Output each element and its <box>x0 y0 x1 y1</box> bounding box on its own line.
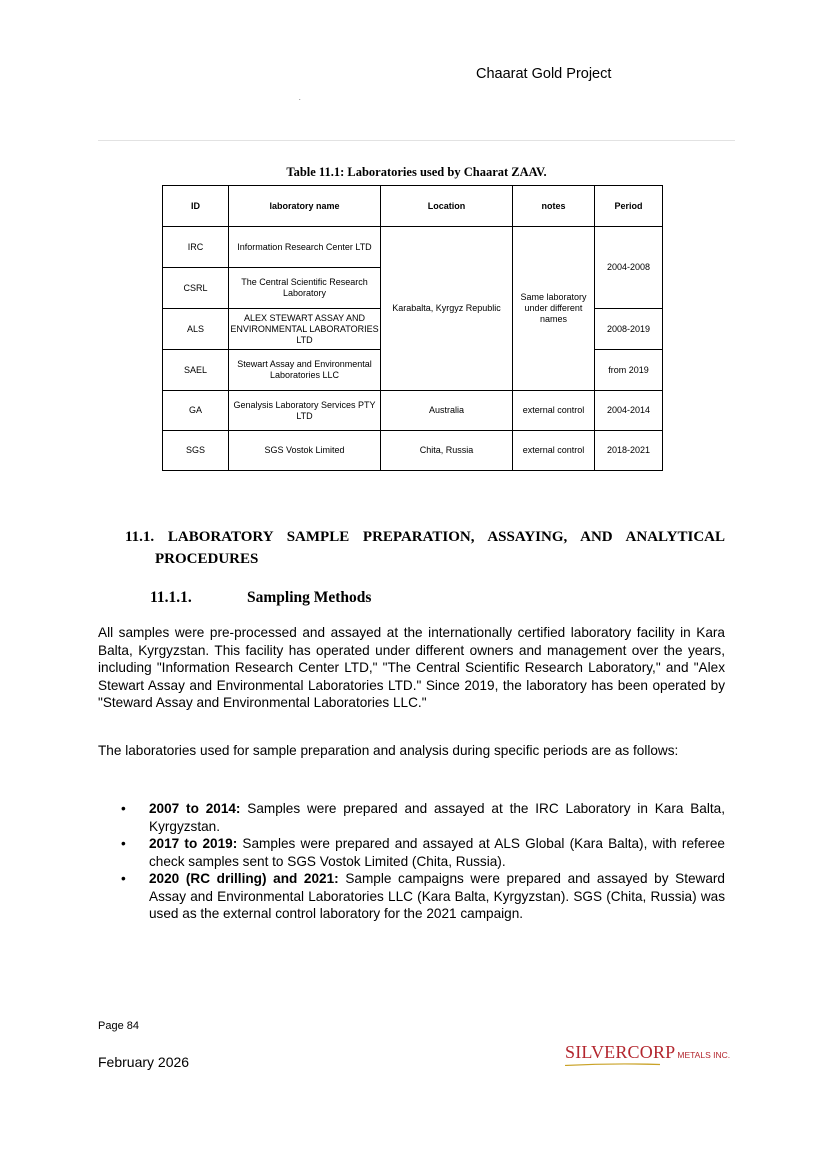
table-row <box>163 391 663 431</box>
paragraph-sampling-facility: All samples were pre-processed and assayed at the internationally certified laboratory facility in Kara Balta, Kyrgyzstan. This facility has operated under different owners and management over the years, including "Information Research Center LTD," "The Central Scientific Research Laboratory," and "Alex Stewart Assay and Environmental Laboratories LTD." Since 2019, the laboratory has been operated by "Steward Assay and Environmental Laboratories LLC." <box>98 625 725 710</box>
laboratory-periods-list <box>98 800 725 923</box>
list-item-text: Sample campaigns were prepared and assayed by Steward Assay and Environmental Laboratories LLC (Kara Balta, Kyrgyzstan). SGS (Chita, Russia) was used as the external control laboratory for the 2021 campaign. <box>149 871 725 921</box>
footer-date: February 2026 <box>98 1054 190 1070</box>
list-item-period: 2017 to 2019: <box>149 836 238 851</box>
header-laboratory-name: laboratory name <box>229 186 381 227</box>
cell-id: CSRL <box>163 268 229 309</box>
cell-notes-merged: Same laboratory under different names <box>513 227 595 391</box>
cell-period: 2004-2014 <box>595 391 663 431</box>
cell-period: 2018-2021 <box>595 431 663 471</box>
cell-id: SAEL <box>163 350 229 391</box>
cell-notes: external control <box>513 391 595 431</box>
silvercorp-logo <box>565 1042 730 1063</box>
logo-wordmark: SILVERCORP <box>565 1042 676 1062</box>
list-item-text: Samples were prepared and assayed at the IRC Laboratory in Kara Balta, Kyrgyzstan. <box>149 801 725 834</box>
table-caption: Table 11.1: Laboratories used by Chaarat ZAAV. <box>286 165 547 179</box>
header-dot: . <box>299 96 301 102</box>
bullet-icon: • <box>121 836 126 851</box>
list-item-period: 2007 to 2014: <box>149 801 241 816</box>
bullet-icon: • <box>121 801 126 816</box>
cell-laboratory-name: The Central Scientific Research Laboratory <box>229 268 381 309</box>
cell-notes: external control <box>513 431 595 471</box>
cell-id: GA <box>163 391 229 431</box>
cell-period: from 2019 <box>595 350 663 391</box>
list-item-period: 2020 (RC drilling) and 2021: <box>149 871 339 886</box>
cell-laboratory-name: Genalysis Laboratory Services PTY LTD <box>229 391 381 431</box>
cell-location: Chita, Russia <box>381 431 513 471</box>
logo-subtitle: METALS INC. <box>677 1050 731 1060</box>
bullet-icon: • <box>121 871 126 886</box>
cell-location-merged: Karabalta, Kyrgyz Republic <box>381 227 513 391</box>
cell-id: SGS <box>163 431 229 471</box>
section-title-line2: PROCEDURES <box>155 551 259 567</box>
list-item <box>98 870 725 923</box>
table-row <box>163 227 663 268</box>
header-period: Period <box>595 186 663 227</box>
subsection-title: Sampling Methods <box>247 589 372 606</box>
cell-id: IRC <box>163 227 229 268</box>
laboratories-table <box>162 185 663 471</box>
table-row <box>163 431 663 471</box>
header-divider <box>98 140 735 141</box>
footer-page-number: Page 84 <box>98 1020 139 1032</box>
section-heading <box>125 526 725 570</box>
table-header-row <box>163 186 663 227</box>
logo-swoosh-icon <box>565 1063 660 1066</box>
logo-swoosh-line <box>565 1064 660 1066</box>
list-item-text: Samples were prepared and assayed at ALS Global (Kara Balta), with referee check samples sent to SGS Vostok Limited (Chita, Russia). <box>149 836 725 869</box>
cell-laboratory-name: SGS Vostok Limited <box>229 431 381 471</box>
cell-period-merged: 2004-2008 <box>595 227 663 309</box>
subsection-number: 11.1.1. <box>150 589 192 606</box>
header-id: ID <box>163 186 229 227</box>
section-title-line1: LABORATORY SAMPLE PREPARATION, ASSAYING, AND ANALYTICAL <box>167 529 726 545</box>
cell-id: ALS <box>163 309 229 350</box>
subsection-heading <box>150 589 371 607</box>
list-item <box>98 800 725 835</box>
cell-laboratory-name: ALEX STEWART ASSAY AND ENVIRONMENTAL LABORATORIES LTD <box>229 309 381 350</box>
header-location: Location <box>381 186 513 227</box>
header-notes: notes <box>513 186 595 227</box>
cell-period: 2008-2019 <box>595 309 663 350</box>
section-number: 11.1. <box>125 529 155 545</box>
list-item <box>98 835 725 870</box>
paragraph-laboratories-intro: The laboratories used for sample preparation and analysis during specific periods are as follows: <box>98 743 679 758</box>
cell-laboratory-name: Information Research Center LTD <box>229 227 381 268</box>
cell-laboratory-name: Stewart Assay and Environmental Laboratories LLC <box>229 350 381 391</box>
document-header-title: Chaarat Gold Project <box>476 66 612 82</box>
cell-location: Australia <box>381 391 513 431</box>
